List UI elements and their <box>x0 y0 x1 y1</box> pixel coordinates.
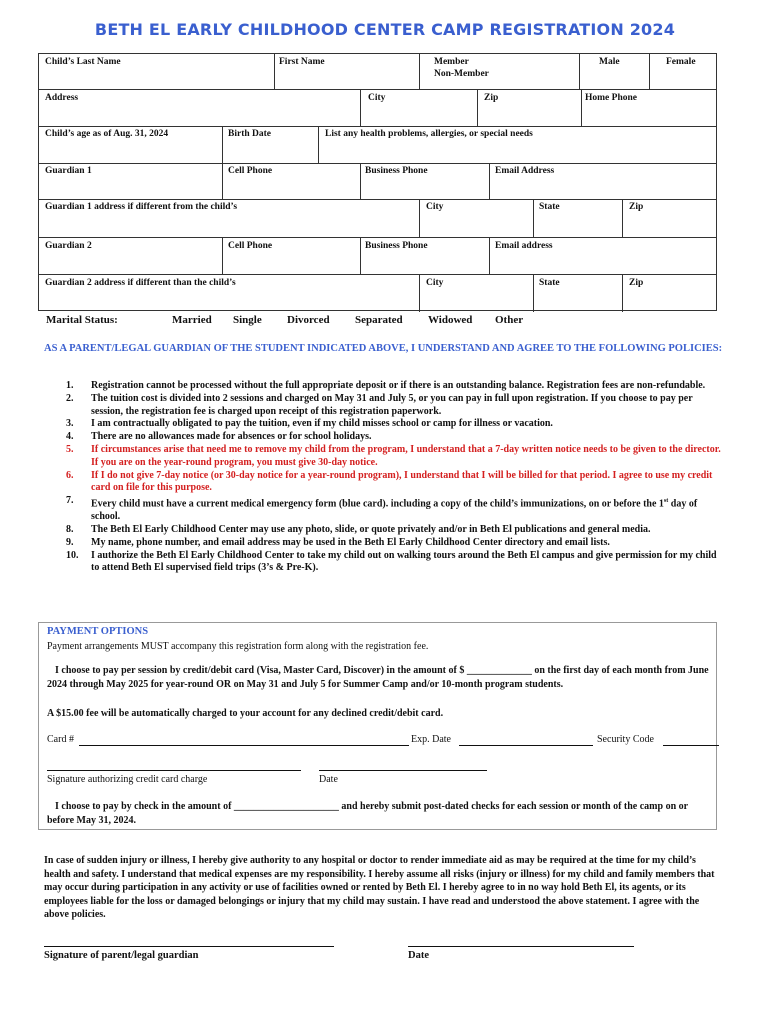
zip-field[interactable]: Zip <box>484 93 499 103</box>
guardian2-state-field[interactable]: State <box>539 278 560 288</box>
signature-date-field[interactable] <box>408 946 634 947</box>
exp-date-label: Exp. Date <box>411 734 451 745</box>
guardian1-city-field[interactable]: City <box>426 202 444 212</box>
marital-option-married[interactable]: Married <box>172 314 212 326</box>
policy-item: 2. The tuition cost is divided into 2 sessions and charged on May 31 and July 5, or you can pay in full upon registration. If you choose to pay per session, the registration fee is charged upon receipt of this registration paperwork. <box>66 392 693 417</box>
check-choice[interactable]: I choose to pay by check in the amount of _____________________ and hereby submit post-dated checks for each session or month of the camp on or before May 31, 2024. <box>47 801 688 826</box>
home-phone-field[interactable]: Home Phone <box>585 93 637 103</box>
marital-option-single[interactable]: Single <box>233 314 262 326</box>
policy-heading: AS A PARENT/LEGAL GUARDIAN OF THE STUDENT INDICATED ABOVE, I UNDERSTAND AND AGREE TO THE FOLLOWING POLICIES: <box>44 343 723 354</box>
birth-date-field[interactable]: Birth Date <box>228 129 272 139</box>
member-option[interactable]: Member <box>434 57 469 67</box>
cc-signature-label: Signature authorizing credit card charge <box>47 774 208 785</box>
guardian1-business-phone-field[interactable]: Business Phone <box>365 166 428 176</box>
grid-line <box>39 237 716 238</box>
grid-line <box>39 199 716 200</box>
marital-option-other[interactable]: Other <box>495 314 524 326</box>
policy-item-billing: 6. If I do not give 7-day notice (or 30-day notice for a year-round program), I understand that I will be billed for that period. I agree to use my credit card on file for this purpose. <box>66 469 713 494</box>
policy-item: 7. Every child must have a current medical emergency form (blue card). including a copy of the child’s immunizations, on or before the 1st day of school. <box>66 495 698 523</box>
guardian1-address-field[interactable]: Guardian 1 address if different from the child’s <box>45 202 238 212</box>
card-number-field[interactable] <box>79 745 409 746</box>
credit-card-choice[interactable]: I choose to pay per session by credit/debit card (Visa, Master Card, Discover) in the amount of $ _____________ on the first day of each month from June 2024 through May 2025 for year-round OR on May 31 and July 5 for Summer Camp and/or 10-month program students. <box>47 665 709 690</box>
marital-option-separated[interactable]: Separated <box>355 314 403 326</box>
non-member-option[interactable]: Non-Member <box>434 69 489 79</box>
policy-item: 8. The Beth El Early Childhood Center may use any photo, slide, or quote privately and/or in Beth El publications and general media. <box>66 524 651 536</box>
payment-options-box <box>38 622 717 830</box>
guardian1-cell-phone-field[interactable]: Cell Phone <box>228 166 273 176</box>
payment-title: PAYMENT OPTIONS <box>47 626 149 637</box>
guardian2-address-field[interactable]: Guardian 2 address if different than the child’s <box>45 278 236 288</box>
signature-date-label: Date <box>408 950 429 961</box>
grid-line <box>39 126 716 127</box>
guardian2-cell-phone-field[interactable]: Cell Phone <box>228 241 273 251</box>
guardian-signature-label: Signature of parent/legal guardian <box>44 950 199 961</box>
registration-grid <box>38 53 717 311</box>
guardian2-email-field[interactable]: Email address <box>495 241 553 251</box>
policy-item: 10. I authorize the Beth El Early Childhood Center to take my child out on walking tours around the Beth El campus and give permission for my child to attend Beth El supervised field trips (3’s & Pre-K). <box>66 549 717 574</box>
declined-fee-notice: A $15.00 fee will be automatically charged to your account for any declined credit/debit card. <box>47 708 444 719</box>
grid-line <box>39 274 716 275</box>
male-option[interactable]: Male <box>599 57 620 67</box>
grid-line <box>39 163 716 164</box>
policy-item: 3. I am contractually obligated to pay the tuition, even if my child misses school or camp for illness or vacation. <box>66 418 553 430</box>
payment-intro: Payment arrangements MUST accompany this registration form along with the registration fee. <box>47 641 429 652</box>
guardian2-business-phone-field[interactable]: Business Phone <box>365 241 428 251</box>
childs-last-name-field[interactable]: Child’s Last Name <box>45 57 121 67</box>
liability-statement: In case of sudden injury or illness, I hereby give authority to any hospital or doctor to render immediate aid as may be required at the time for my child’s health and safety. I understand that medical expenses are my responsibility. I hereby assume all risks (injury or illness) for my child and family members that may occur during participation in any activity or use of facilities owned or rented by Beth El. I hereby agree to in no way hold Beth El, its agents, or its employees liable for the loss or damaged belongings or injury that my child may sustain. I have read and understood the above statement. I agree with the above policies. <box>44 855 715 920</box>
cc-date-label: Date <box>319 774 338 785</box>
cc-date-field[interactable] <box>319 770 487 771</box>
childs-age-field[interactable]: Child’s age as of Aug. 31, 2024 <box>45 129 169 139</box>
guardian1-zip-field[interactable]: Zip <box>629 202 644 212</box>
marital-option-widowed[interactable]: Widowed <box>428 314 473 326</box>
first-name-field[interactable]: First Name <box>279 57 325 67</box>
exp-date-field[interactable] <box>459 745 593 746</box>
health-problems-field[interactable]: List any health problems, allergies, or special needs <box>325 129 533 139</box>
security-code-field[interactable] <box>663 745 719 746</box>
policy-item: 1. Registration cannot be processed without the full appropriate deposit or if there is an outstanding balance. Registration fees are non-refundable. <box>66 380 706 391</box>
grid-line <box>39 89 716 90</box>
security-code-label: Security Code <box>597 734 654 745</box>
city-field[interactable]: City <box>368 93 386 103</box>
marital-option-divorced[interactable]: Divorced <box>287 314 330 326</box>
card-number-label: Card # <box>47 734 74 745</box>
guardian1-state-field[interactable]: State <box>539 202 560 212</box>
cc-signature-field[interactable] <box>47 770 301 771</box>
page-title: BETH EL EARLY CHILDHOOD CENTER CAMP REGISTRATION 2024 <box>94 20 676 39</box>
guardian1-field[interactable]: Guardian 1 <box>45 166 92 176</box>
address-field[interactable]: Address <box>45 93 79 103</box>
policy-item: 9. My name, phone number, and email address may be used in the Beth El Early Childhood Center directory and email lists. <box>66 536 610 548</box>
policy-list <box>44 380 724 575</box>
guardian1-email-field[interactable]: Email Address <box>495 166 555 176</box>
marital-status-label: Marital Status: <box>46 314 118 326</box>
guardian2-zip-field[interactable]: Zip <box>629 278 644 288</box>
policy-item: 4. There are no allowances made for absences or for school holidays. <box>66 431 372 443</box>
guardian2-field[interactable]: Guardian 2 <box>45 241 92 251</box>
female-option[interactable]: Female <box>666 57 696 67</box>
guardian-signature-field[interactable] <box>44 946 334 947</box>
policy-item-notice: 5. If circumstances arise that need me to remove my child from the program, I understand that a 7-day written notice needs to be given to the director. If you are on the year-round program, you must give 30-day notice. <box>66 443 721 468</box>
guardian2-city-field[interactable]: City <box>426 278 444 288</box>
